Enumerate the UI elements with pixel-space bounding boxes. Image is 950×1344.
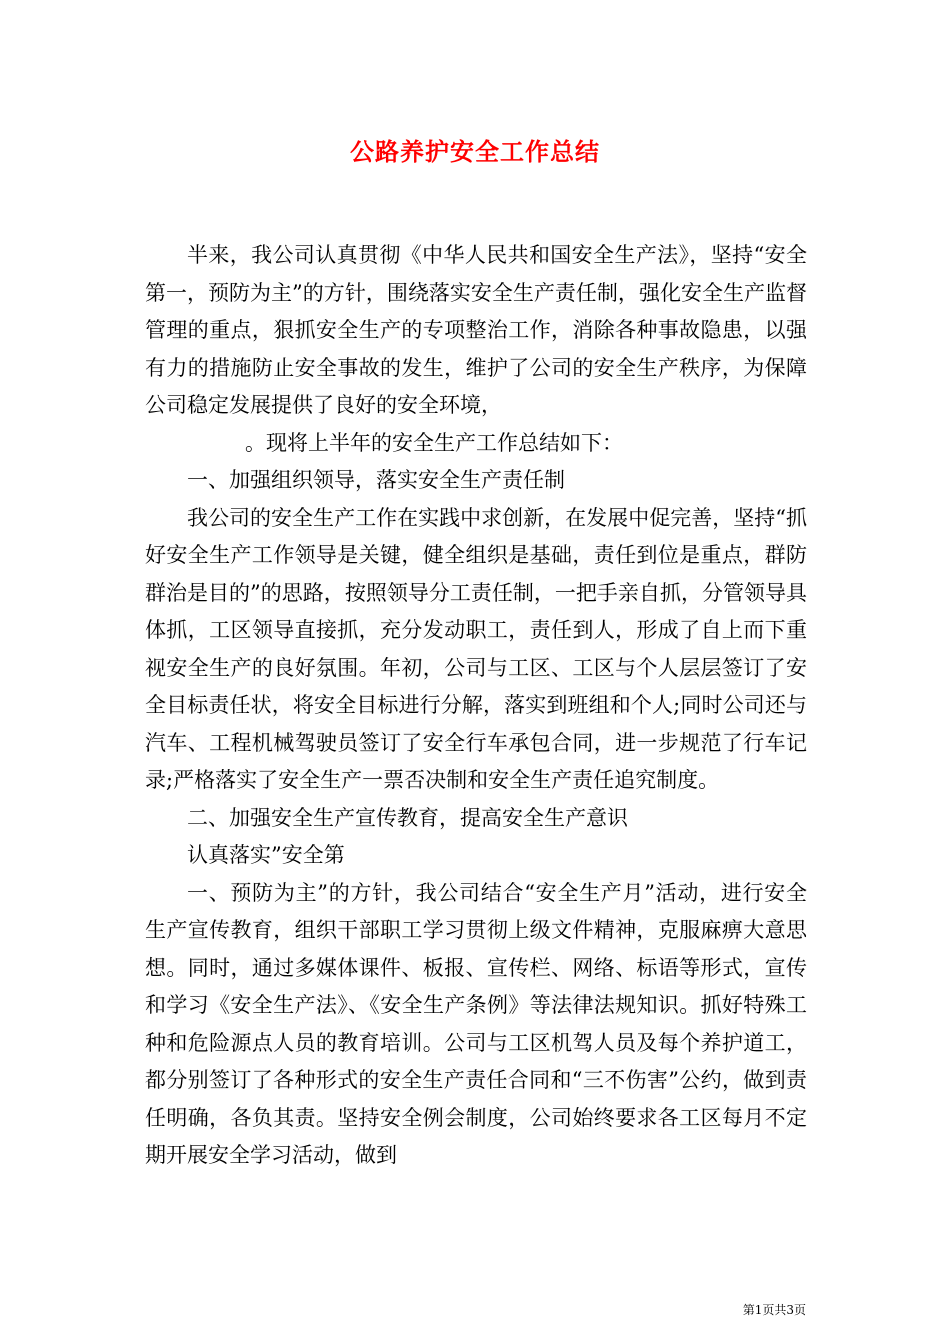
document-title: 公路养护安全工作总结 (350, 137, 600, 166)
paragraph-section-2: 一、预防为主”的方针，我公司结合“安全生产月”活动，进行安全生产宣传教育，组织干部职工学习贯彻上级文件精神，克服麻痹大意思想。同时，通过多媒体课件、板报、宣传栏、网络、标语等形式，宣传和学习《安全生产法》、《安全生产条例》等法律法规知识。抓好特殊工种和危险源点人员的教育培训。公司与工区机驾人员及每个养护道工，都分别签订了各种形式的安全生产责任合同和“三不伤害”公约，做到责任明确，各负其责。坚持安全例会制度，公司始终要求各工区每月不定期开展安全学习活动，做到 (145, 880, 807, 1167)
document-body (145, 237, 807, 1175)
paragraph-section-2-lead: 认真落实”安全第 (187, 843, 345, 867)
paragraph-section-1: 我公司的安全生产工作在实践中求创新，在发展中促完善，坚持“抓好安全生产工作领导是关键，健全组织是基础，责任到位是重点，群防群治是目的”的思路，按照领导分工责任制，一把手亲自抓，分管领导具体抓，工区领导直接抓，充分发动职工，责任到人，形成了自上而下重视安全生产的良好氛围。年初，公司与工区、工区与个人层层签订了安全目标责任状，将安全目标进行分解，落实到班组和个人;同时公司还与汽车、工程机械驾驶员签订了安全行车承包合同，进一步规范了行车记录;严格落实了安全生产一票否决制和安全生产责任追究制度。 (145, 505, 807, 792)
section-heading-1: 一、加强组织领导，落实安全生产责任制 (187, 468, 565, 492)
paragraph-intro: 半来，我公司认真贯彻《中华人民共和国安全生产法》，坚持“安全第一，预防为主”的方针，围绕落实安全生产责任制，强化安全生产监督管理的重点，狠抓安全生产的专项整治工作，消除各种事故隐患，以强有力的措施防止安全事故的发生，维护了公司的安全生产秩序，为保障公司稳定发展提供了良好的安全环境， (145, 243, 807, 417)
page-number-footer: 第1页共3页 (742, 1303, 806, 1317)
paragraph-summary-lead: 。现将上半年的安全生产工作总结如下： (245, 430, 623, 455)
section-heading-2: 二、加强安全生产宣传教育，提高安全生产意识 (187, 805, 628, 830)
